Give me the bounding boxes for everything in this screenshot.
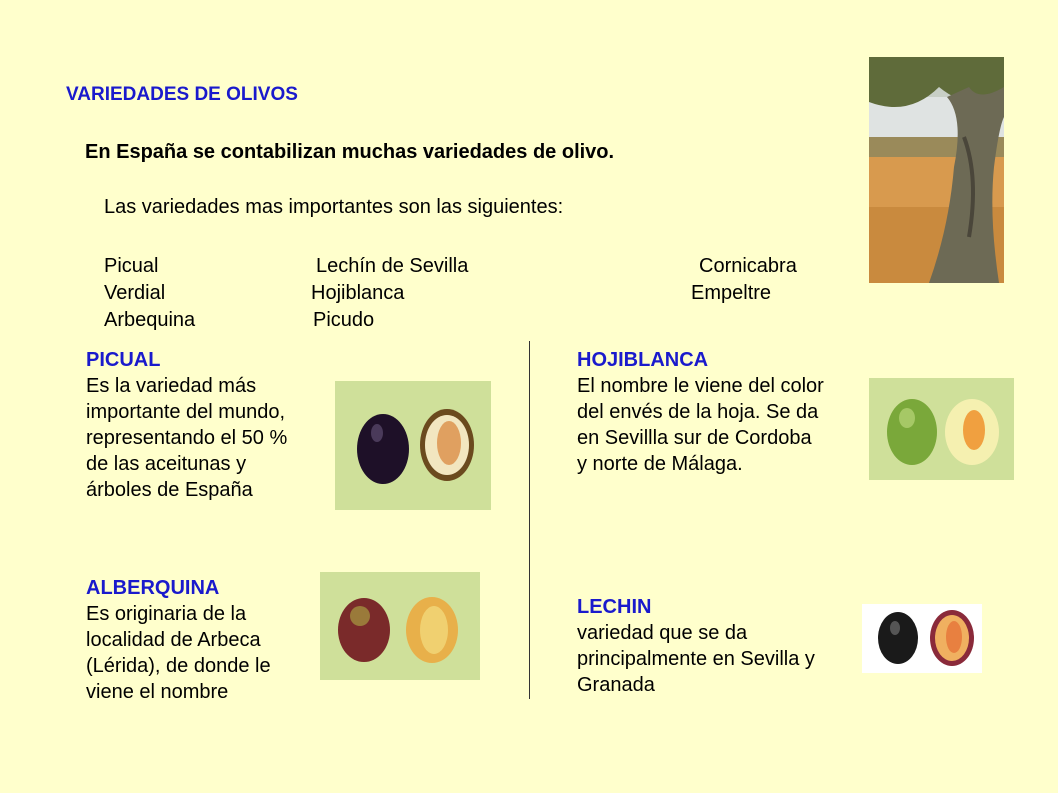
alberquina-section [86, 575, 311, 705]
olive-tree-photo [869, 57, 1004, 283]
lechin-description: variedad que se da principalmente en Sevilla y Granada [577, 622, 815, 696]
hojiblanca-description: El nombre le viene del color del envés de la hoja. Se da en Sevillla sur de Cordoba y norte de Málaga. [577, 375, 824, 475]
lechin-olive-photo [862, 604, 982, 673]
page-title: VARIEDADES DE OLIVOS [66, 84, 298, 105]
variety-empeltre: Empeltre [691, 282, 772, 304]
hojiblanca-heading: HOJIBLANCA [577, 349, 709, 371]
alberquina-olive-photo [320, 572, 480, 680]
picual-description: Es la variedad más importante del mundo, representando el 50 % de las aceitunas y árboles de España [86, 375, 288, 501]
picual-olive-photo [335, 381, 491, 510]
picual-heading: PICUAL [86, 349, 161, 371]
picual-section [86, 347, 311, 503]
variety-lechin-de-sevilla: Lechín de Sevilla [316, 255, 469, 277]
alberquina-heading: ALBERQUINA [86, 577, 220, 599]
variety-picudo: Picudo [313, 309, 375, 331]
column-divider [529, 341, 530, 699]
lechin-section [577, 594, 817, 698]
variety-arbequina: Arbequina [104, 309, 196, 331]
subtitle-text: Las variedades mas importantes son las siguientes: [104, 196, 564, 218]
lechin-heading: LECHIN [577, 596, 652, 618]
variety-verdial: Verdial [104, 282, 166, 304]
alberquina-description: Es originaria de la localidad de Arbeca (Lérida), de donde le viene el nombre [86, 603, 271, 703]
variety-picual: Picual [104, 255, 159, 277]
hojiblanca-section [577, 347, 827, 477]
intro-text: En España se contabilizan muchas variedades de olivo. [85, 141, 615, 163]
variety-cornicabra: Cornicabra [699, 255, 797, 277]
variety-hojiblanca: Hojiblanca [311, 282, 405, 304]
hojiblanca-olive-photo [869, 378, 1014, 480]
